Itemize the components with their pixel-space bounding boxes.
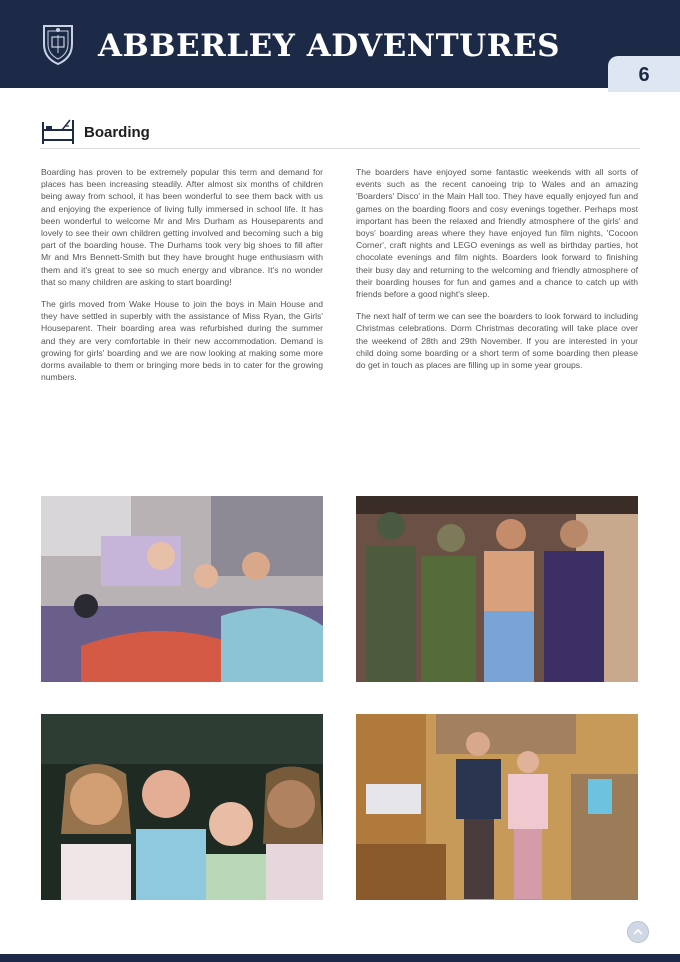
page-number-badge: 6: [608, 56, 680, 92]
footer-bar: [0, 954, 680, 962]
photo-girls-dorm: [41, 496, 323, 682]
scroll-to-top-button[interactable]: [627, 921, 649, 943]
article-paragraph: The boarders have enjoyed some fantastic weekends with all sorts of events such as the recent canoeing trip to Wales and an amazing 'Boarders' Disco' in the Main Hall too. They have equally enjoyed fun and games on the boarding floors and cosy evenings together. Perhaps most important has been the relaxed and friendly atmosphere of the girls' and boys' boarding areas where they have enjoyed fun film nights, 'Cocoon Corner', craft nights and LEGO evenings as well as birthday parties, hot chocolate evenings and film nights. Boarders look forward to finishing their busy day and returning to the welcoming and friendly atmosphere of their boarding houses for fun and games and a chance to catch up with friends before a good night's sleep.: [356, 167, 638, 300]
photo-girls-smiling: [41, 714, 323, 900]
bunk-bed-icon: [40, 118, 76, 146]
article-paragraph: The girls moved from Wake House to join the boys in Main House and they have settled in superbly with the assistance of Miss Ryan, the Girls' Houseparent. Their boarding area was refurbished during the summer and they are very comfortable in their new accommodation. Demand is growing for girls' boarding and we are now looking at making some more dorms available to them or bringing more beds in to cater for the growing numbers.: [41, 299, 323, 383]
chevron-up-icon: [628, 922, 648, 942]
page-header: [0, 0, 680, 88]
photo-boys-fancy-dress: [356, 496, 638, 682]
article-paragraph: Boarding has proven to be extremely popular this term and demand for places has been increasing steadily. After almost six months of children being away from school, it has been wonderful to see them back with us and enjoying the experience of living fully immersed in school life. It has been wonderful to welcome Mr and Mrs Durham as Houseparents and lovely to see their own children getting involved and becoming such a big part of the boarding house. The Durhams took very big shoes to fill after Mr and Mrs Bennett-Smith but they have brought huge enthusiasm with them and it's great to see so much energy and vibrance. It's no wonder that so many children are asking to start boarding!: [41, 167, 323, 287]
school-crest-icon: [40, 22, 76, 66]
photo-dorm-room: [356, 714, 638, 900]
section-title: Boarding: [84, 124, 150, 141]
article-column-left: [41, 166, 323, 393]
article-column-right: [356, 166, 638, 381]
section-header: [40, 118, 640, 149]
newsletter-title: ABBERLEY ADVENTURES: [98, 28, 560, 64]
article-paragraph: The next half of term we can see the boarders to look forward to including Christmas celebrations. Dorm Christmas decorating will take place over the weekend of 28th and 29th November. If you are interested in your child doing some boarding or a short term of some boarding then please do get in touch as places are filling up in some year groups.: [356, 311, 638, 371]
